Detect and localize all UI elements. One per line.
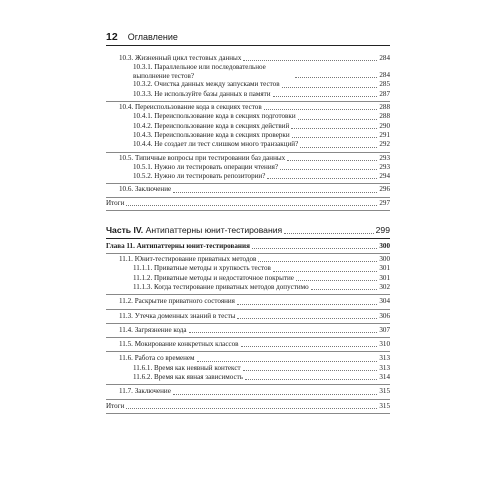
toc-entry-title: 11.7. Заключение	[119, 387, 171, 396]
toc-entry-page: 296	[379, 185, 390, 194]
toc-entry-title: 11.4. Загрязнение кода	[119, 325, 187, 334]
dot-leader	[280, 169, 377, 170]
toc-entry-page: 287	[379, 89, 390, 98]
toc-entry-page: 293	[379, 162, 390, 171]
toc-part-4[interactable]	[106, 224, 390, 239]
dot-leader	[237, 318, 377, 319]
toc-entry-11-1-1[interactable]	[106, 264, 390, 273]
dot-leader	[292, 137, 378, 138]
toc-entry-page: 299	[375, 225, 390, 236]
toc-entry-10-3-3[interactable]	[106, 90, 390, 102]
toc-entry-title: 10.4. Переиспользование кода в секциях тестов	[119, 103, 262, 112]
dot-leader	[243, 370, 378, 371]
toc-entry-10-6[interactable]	[106, 185, 390, 197]
toc-chapter-title: Глава 11. Антипаттерны юнит-тестирования	[106, 242, 250, 251]
toc-entry-title: 11.1.2. Приватные методы и недостаточное покрытие	[133, 273, 294, 282]
toc-entry-page: 301	[379, 273, 390, 282]
toc-entry-11-1-3[interactable]	[106, 283, 390, 295]
toc-entry-title: 10.4.3. Переиспользование кода в секциях проверки	[133, 130, 290, 139]
toc-entry-10-3-1[interactable]	[106, 63, 390, 80]
toc-entry-title: 10.4.1. Переиспользование кода в секциях подготовки	[133, 112, 296, 121]
toc-entry-11-2[interactable]	[106, 297, 390, 309]
toc-entry-page: 297	[379, 198, 390, 207]
page-number: 12	[106, 31, 118, 43]
dot-leader	[252, 248, 377, 249]
toc-entry-title: 10.4.4. Не создает ли тест слишком много транзакций?	[133, 140, 299, 149]
toc-entry-10-5[interactable]	[106, 154, 390, 163]
dot-leader	[264, 109, 378, 110]
toc-entry-page: 292	[379, 140, 390, 149]
dot-leader	[245, 379, 377, 380]
toc-entry-page: 304	[379, 297, 390, 306]
toc-entry-title: 10.5.2. Нужно ли тестировать репозитории?	[133, 172, 266, 181]
toc-part-label: Часть IV.	[106, 225, 144, 236]
dot-leader	[189, 332, 378, 333]
toc-entry-page: 313	[379, 354, 390, 363]
toc-entry-title: 11.1. Юнит-тестирование приватных методов	[119, 255, 257, 264]
toc-entry-title: 11.3. Утечка доменных знаний в тесты	[119, 311, 236, 320]
toc-entry-title: 11.1.1. Приватные методы и хрупкость тестов	[133, 264, 271, 273]
toc-entry-page: 290	[379, 121, 390, 130]
toc-entry-title: 10.4.2. Переиспользование кода в секциях действий	[133, 121, 290, 130]
dot-leader	[300, 147, 377, 148]
toc-entry-page: 313	[379, 363, 390, 372]
toc-entry-title: 10.3. Жизненный цикл тестовых данных	[119, 54, 242, 62]
toc-entry-title: 11.2. Раскрытие приватного состояния	[119, 297, 235, 306]
toc-entry-page: 300	[379, 242, 390, 251]
toc-entry-10-3-2[interactable]	[106, 80, 390, 89]
toc-entry-page: 284	[379, 54, 390, 62]
toc-entry-11-6-1[interactable]	[106, 364, 390, 373]
toc-chapter-11[interactable]	[106, 241, 390, 254]
toc-entry-page: 307	[379, 325, 390, 334]
toc-entry-11-4[interactable]	[106, 326, 390, 338]
toc-part-name: Антипаттерны юнит-тестирования	[145, 225, 283, 236]
toc-entry-title: 10.3.2. Очистка данных между запусками тестов	[133, 80, 280, 89]
toc-entry-page: 301	[379, 264, 390, 273]
dot-leader	[267, 178, 377, 179]
dot-leader	[273, 271, 377, 272]
toc-part-title	[106, 224, 284, 236]
dot-leader	[243, 60, 377, 61]
toc-entry-10-4-2[interactable]	[106, 122, 390, 131]
dot-leader	[291, 128, 377, 129]
toc-entry-title: 11.5. Мокирование конкретных классов	[119, 340, 239, 349]
toc-entry-10-5-2[interactable]	[106, 172, 390, 184]
running-title: Оглавление	[127, 32, 178, 42]
dot-leader	[311, 289, 378, 290]
toc-entry-summary-10[interactable]	[106, 199, 390, 211]
toc-entry-page: 288	[379, 103, 390, 112]
toc-entry-title: 11.1.3. Когда тестирование приватных методов допустимо	[133, 282, 309, 291]
dot-leader	[282, 87, 378, 88]
toc-entry-10-3[interactable]	[106, 54, 390, 63]
toc-entry-title: 11.6.1. Время как неявный контекст	[133, 363, 241, 372]
dot-leader	[284, 233, 374, 234]
dot-leader	[298, 119, 378, 120]
dot-leader	[287, 160, 377, 161]
toc-entry-page: 302	[379, 282, 390, 291]
toc-entry-page: 294	[379, 172, 390, 181]
toc-entry-10-4-3[interactable]	[106, 131, 390, 140]
toc-entry-11-5[interactable]	[106, 340, 390, 352]
dot-leader	[273, 96, 378, 97]
toc-entry-page: 314	[379, 373, 390, 382]
toc-entry-11-1[interactable]	[106, 255, 390, 264]
toc-entry-title: 10.6. Заключение	[119, 185, 172, 194]
toc-entry-11-3[interactable]	[106, 312, 390, 324]
toc-entry-title: 10.5.1. Нужно ли тестировать операции чтения?	[133, 162, 279, 171]
dot-leader	[296, 280, 377, 281]
toc-entry-page: 293	[379, 153, 390, 162]
toc-entry-page: 284	[379, 71, 390, 80]
table-of-contents	[106, 54, 390, 415]
toc-entry-10-4[interactable]	[106, 103, 390, 112]
toc-entry-page: 285	[379, 80, 390, 89]
toc-entry-title: 10.3.3. Не используйте базы данных в памяти	[133, 89, 271, 98]
toc-entry-title: 10.5. Типичные вопросы при тестировании баз данных	[119, 153, 286, 162]
toc-entry-title: 11.6.2. Время как явная зависимость	[133, 373, 244, 382]
dot-leader	[173, 192, 377, 193]
dot-leader	[197, 361, 378, 362]
running-head	[106, 29, 390, 46]
toc-entry-title: 10.3.1. Параллельное или последовательное выполнение тестов?	[133, 63, 295, 80]
dot-leader	[295, 77, 377, 78]
dot-leader	[241, 346, 378, 347]
dot-leader	[173, 394, 377, 395]
toc-entry-page: 300	[379, 255, 390, 264]
toc-entry-summary-11[interactable]	[106, 402, 390, 414]
dot-leader	[126, 205, 377, 206]
toc-entry-page: 315	[379, 401, 390, 410]
toc-entry-10-5-1[interactable]	[106, 163, 390, 172]
toc-entry-page: 306	[379, 311, 390, 320]
dot-leader	[258, 261, 377, 262]
toc-entry-title: Итоги	[106, 401, 125, 410]
toc-entry-11-7[interactable]	[106, 387, 390, 399]
toc-entry-page: 291	[379, 130, 390, 139]
dot-leader	[237, 304, 377, 305]
toc-entry-11-6-2[interactable]	[106, 373, 390, 385]
toc-entry-10-4-1[interactable]	[106, 112, 390, 121]
toc-entry-10-4-4[interactable]	[106, 140, 390, 152]
toc-entry-page: 315	[379, 387, 390, 396]
toc-entry-11-6[interactable]	[106, 354, 390, 363]
toc-entry-page: 288	[379, 112, 390, 121]
dot-leader	[126, 408, 377, 409]
toc-entry-title: Итоги	[106, 198, 125, 207]
toc-entry-title: 11.6. Работа со временем	[119, 354, 195, 363]
toc-entry-11-1-2[interactable]	[106, 274, 390, 283]
toc-entry-page: 310	[379, 340, 390, 349]
